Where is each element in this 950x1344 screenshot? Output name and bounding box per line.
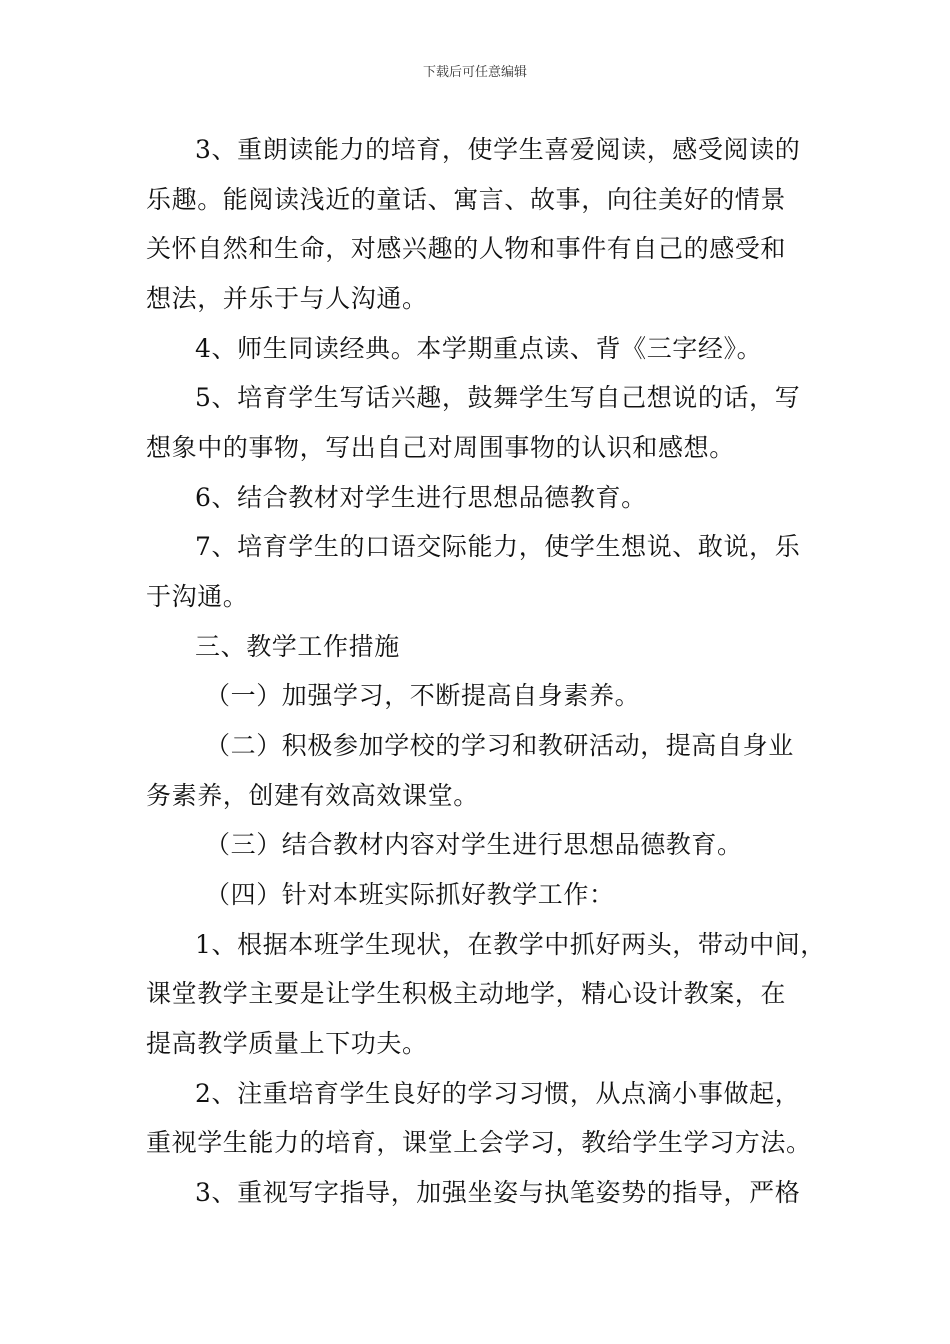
paragraph-line: 4、师生同读经典。本学期重点读、背《三字经》。 <box>195 334 763 363</box>
paragraph-line: （三）结合教材内容对学生进行思想品德教育。 <box>205 830 743 859</box>
paragraph-line: （二）积极参加学校的学习和教研活动，提高自身业 <box>205 731 794 760</box>
paragraph-line: 想法，并乐于与人沟通。 <box>146 284 428 313</box>
page-header: 下载后可任意编辑 <box>422 65 527 80</box>
paragraph-line: 关怀自然和生命，对感兴趣的人物和事件有自己的感受和 <box>146 234 787 263</box>
paragraph-line: 3、重视写字指导，加强坐姿与执笔姿势的指导，严格 <box>195 1178 801 1207</box>
paragraph-line: （四）针对本班实际抓好教学工作： <box>205 880 615 909</box>
paragraph-line: 重视学生能力的培育，课堂上会学习，教给学生学习方法。 <box>146 1128 812 1157</box>
paragraph-line: 6、结合教材对学生进行思想品德教育。 <box>195 483 647 512</box>
paragraph-line: 5、培育学生写话兴趣，鼓舞学生写自己想说的话，写 <box>195 383 801 412</box>
paragraph-line: 提高教学质量上下功夫。 <box>146 1029 428 1058</box>
paragraph-line: （一）加强学习，不断提高自身素养。 <box>205 681 641 710</box>
section-heading: 三、教学工作措施 <box>195 632 400 661</box>
paragraph-line: 7、培育学生的口语交际能力，使学生想说、敢说，乐 <box>195 532 801 561</box>
paragraph-line: 1、根据本班学生现状，在教学中抓好两头，带动中间， <box>195 930 826 959</box>
paragraph-line: 课堂教学主要是让学生积极主动地学，精心设计教案，在 <box>146 979 787 1008</box>
paragraph-line: 乐趣。能阅读浅近的童话、寓言、故事，向往美好的情景 <box>146 185 787 214</box>
paragraph-line: 想象中的事物，写出自己对周围事物的认识和感想。 <box>146 433 735 462</box>
paragraph-line: 于沟通。 <box>146 582 249 611</box>
paragraph-line: 2、注重培育学生良好的学习习惯，从点滴小事做起， <box>195 1079 801 1108</box>
paragraph-line: 3、重朗读能力的培育，使学生喜爱阅读，感受阅读的 <box>195 135 801 164</box>
paragraph-line: 务素养，创建有效高效课堂。 <box>146 781 479 810</box>
